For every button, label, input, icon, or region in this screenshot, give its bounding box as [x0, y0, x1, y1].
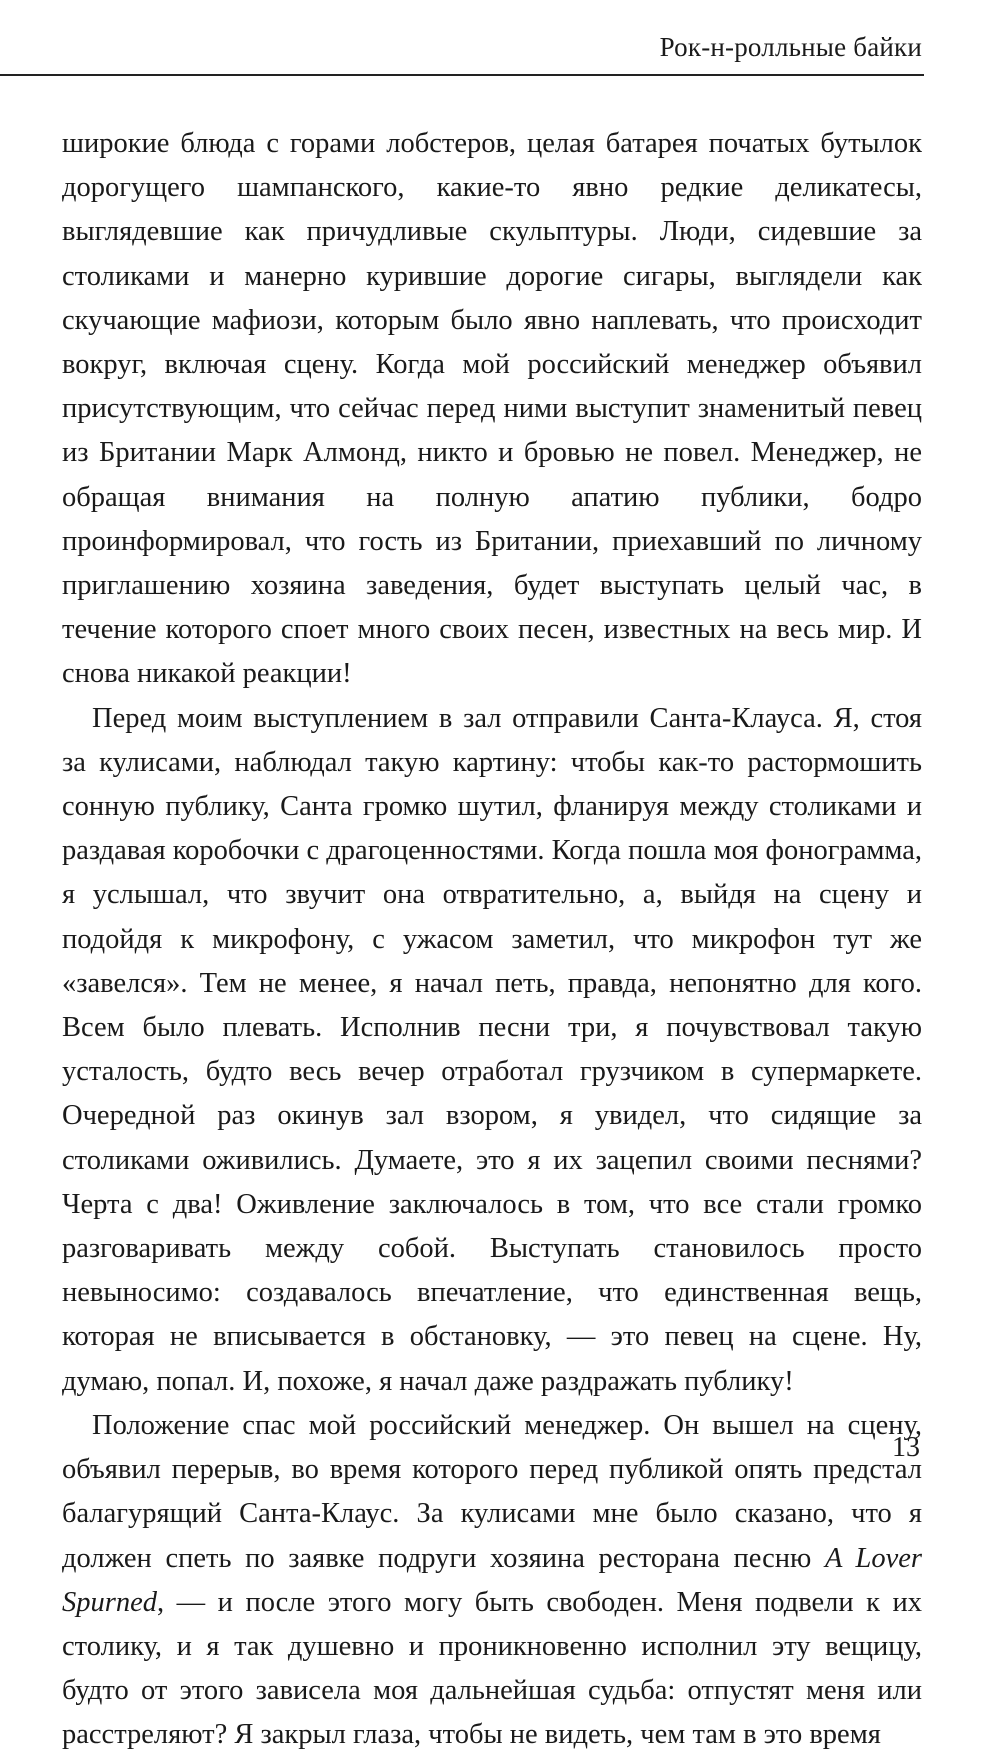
page-number: 13	[892, 1432, 920, 1463]
paragraph-2: Перед моим выступлением в зал отправили Санта-Клауса. Я, стоя за кулисами, наблюдал такую картину: чтобы как-то растормошить сонную публику, Санта громко шутил, фланируя между столиками и раздавая коробочки с драгоценностями. Когда пошла моя фонограмма, я услышал, что звучит она отвратительно, а, выйдя на сцену и подойдя к микрофону, с ужасом заметил, что микрофон тут же «завелся». Тем не менее, я начал петь, правда, непонятно для кого. Всем было плевать. Исполнив песни три, я почувствовал такую усталость, будто весь вечер отработал грузчиком в супермаркете. Очередной раз окинув зал взором, я увидел, что сидящие за столиками оживились. Думаете, это я их зацепил своими песнями? Черта с два! Оживление заключалось в том, что все стали громко разговаривать между собой. Выступать становилось просто невыносимо: создавалось впечатление, что единственная вещь, которая не вписывается в обстановку, — это певец на сцене. Ну, думаю, попал. И, похоже, я начал даже раздражать публику!	[62, 702, 922, 1397]
song-title: A Lover Spurned	[62, 1542, 922, 1618]
header-rule	[0, 74, 924, 76]
paragraph-1: широкие блюда с горами лобстеров, целая батарея початых бутылок дорогущего шампанского, какие-то явно редкие деликатесы, выглядевшие как причудливые скульптуры. Люди, сидевшие за столиками и манерно курившие дорогие сигары, выглядели как скучающие мафиози, которым было явно наплевать, что происходит вокруг, включая сцену. Когда мой российский менеджер объявил присутствующим, что сейчас перед ними выступит знаменитый певец из Британии Марк Алмонд, никто и бровью не повел. Менеджер, не обращая внимания на полную апатию публики, бодро проинформировал, что гость из Британии, приехавший по личному приглашению хозяина заведения, будет выступать целый час, в течение которого споет много своих песен, известных на весь мир. И снова никакой реакции!	[62, 128, 922, 690]
running-header: Рок-н-ролльные байки	[659, 32, 922, 62]
paragraph-3-text-before: Положение спас мой российский менеджер. Он вышел на сцену, объявил перерыв, во время которого перед публикой опять предстал балагурящий Санта-Клаус. За кулисами мне было сказано, что я должен спеть по заявке подруги хозяина ресторана песню	[62, 1409, 922, 1574]
body-text	[62, 122, 922, 1758]
paragraph-3-text-after: , — и после этого могу быть свободен. Меня подвели к их столику, и я так душевно и проникновенно исполнил эту вещицу, будто от этого зависела моя дальнейшая судьба: отпустят меня или расстреляют? Я закрыл глаза, чтобы не видеть, чем там в это время	[62, 1586, 922, 1751]
paragraph-3	[62, 1404, 922, 1758]
